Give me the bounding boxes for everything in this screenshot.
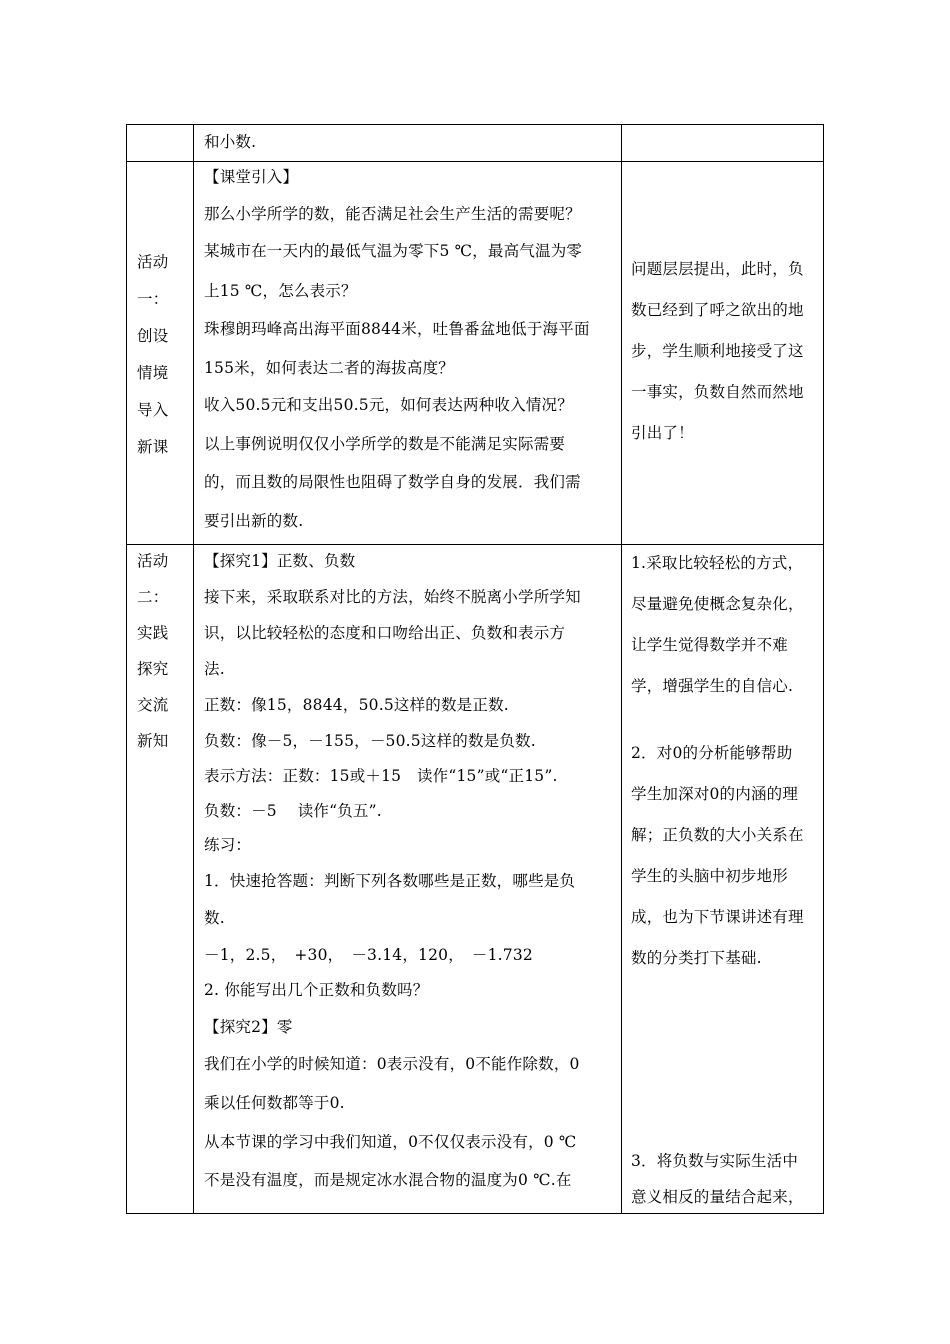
content-line: －1，2.5， +30， －3.14，120， －1.732 (204, 946, 533, 964)
note-line: 问题层层提出，此时，负 (631, 260, 804, 278)
content-line: 负数：像－5，－155，－50.5这样的数是负数. (204, 732, 536, 750)
activity-two-content-cell (194, 545, 621, 1213)
table-border-right (823, 124, 824, 1214)
content-line: 负数：－5 读作“负五”. (204, 802, 382, 820)
note-line: 1.采取比较轻松的方式， (631, 554, 804, 572)
content-line: 数. (204, 909, 225, 927)
activity-two-note-cell (622, 545, 823, 1213)
note-line: 数的分类打下基础. (631, 949, 762, 967)
content-line: 2. 你能写出几个正数和负数吗？ (204, 981, 429, 999)
activity-one-label-line: 创设 (137, 327, 169, 345)
content-line: 法. (204, 660, 225, 678)
note-line: 学，增强学生的自信心. (631, 677, 794, 695)
note-line: 3．将负数与实际生活中 (631, 1152, 799, 1170)
note-line: 解；正负数的大小关系在 (631, 826, 804, 844)
lesson-plan-table (126, 124, 824, 1214)
note-line: 意义相反的量结合起来， (631, 1188, 804, 1206)
note-line: 数已经到了呼之欲出的地 (631, 301, 804, 319)
activity-one-label-line: 一： (137, 290, 169, 308)
activity-two-label-cell (127, 545, 193, 1213)
note-line: 引出了！ (631, 424, 694, 442)
activity-two-label-line: 交流 (137, 696, 169, 714)
content-line: 接下来，采取联系对比的方法，始终不脱离小学所学知 (204, 588, 581, 606)
table-border-bottom (126, 1213, 824, 1214)
activity-two-label-line: 活动 (137, 552, 169, 570)
activity-one-content-cell (194, 162, 621, 544)
content-line: 1．快速抢答题：判断下列各数哪些是正数，哪些是负 (204, 872, 576, 890)
row0-text-line: 和小数. (204, 133, 257, 151)
content-line: 的，而且数的局限性也阻碍了数学自身的发展．我们需 (204, 473, 581, 491)
note-line: 2．对0的分析能够帮助 (631, 744, 793, 762)
content-line: 上15 ℃，怎么表示？ (204, 282, 357, 300)
note-line: 尽量避免使概念复杂化， (631, 595, 804, 613)
content-line: 乘以任何数都等于0. (204, 1094, 345, 1112)
note-line: 学生的头脑中初步地形 (631, 867, 789, 885)
activity-one-note-cell (622, 162, 823, 544)
content-line: 珠穆朗玛峰高出海平面8844米，吐鲁番盆地低于海平面 (204, 320, 590, 338)
content-line: 某城市在一天内的最低气温为零下5 ℃，最高气温为零 (204, 242, 583, 260)
content-line: 以上事例说明仅仅小学所学的数是不能满足实际需要 (204, 435, 566, 453)
activity-two-label-line: 二： (137, 588, 169, 606)
section-heading: 【探究1】正数、负数 (204, 552, 356, 570)
section-heading: 【课堂引入】 (204, 168, 299, 186)
section-heading: 【探究2】零 (204, 1018, 293, 1036)
content-line: 正数：像15，8844，50.5这样的数是正数. (204, 696, 509, 714)
note-line: 成，也为下节课讲述有理 (631, 908, 804, 926)
content-line: 155米，如何表达二者的海拔高度？ (204, 359, 454, 377)
content-line: 表示方法：正数：15或＋15 读作“15”或“正15”. (204, 767, 558, 785)
content-line: 从本节课的学习中我们知道，0不仅仅表示没有，0 ℃ (204, 1133, 577, 1151)
activity-one-label-line: 情境 (137, 364, 169, 382)
activity-two-label-line: 探究 (137, 660, 169, 678)
content-line: 我们在小学的时候知道：0表示没有，0不能作除数，0 (204, 1055, 580, 1073)
note-line: 一事实，负数自然而然地 (631, 383, 804, 401)
activity-one-label-line: 新课 (137, 438, 169, 456)
activity-two-label-line: 新知 (137, 732, 169, 750)
activity-one-label-cell (127, 162, 193, 544)
content-line: 要引出新的数. (204, 512, 304, 530)
activity-one-label-line: 导入 (137, 401, 169, 419)
activity-two-label-line: 实践 (137, 624, 169, 642)
activity-one-label-line: 活动 (137, 253, 169, 271)
content-line: 识，以比较轻松的态度和口吻给出正、负数和表示方 (204, 624, 566, 642)
content-line: 不是没有温度，而是规定冰水混合物的温度为0 ℃.在 (204, 1171, 572, 1189)
row0-main-cell (194, 125, 621, 161)
note-line: 学生加深对0的内涵的理 (631, 785, 799, 803)
note-line: 让学生觉得数学并不难 (631, 636, 789, 654)
content-line: 那么小学所学的数，能否满足社会生产生活的需要呢？ (204, 205, 581, 223)
content-line: 收入50.5元和支出50.5元，如何表达两种收入情况？ (204, 396, 573, 414)
content-line: 练习： (204, 836, 252, 854)
note-line: 步，学生顺利地接受了这 (631, 342, 804, 360)
